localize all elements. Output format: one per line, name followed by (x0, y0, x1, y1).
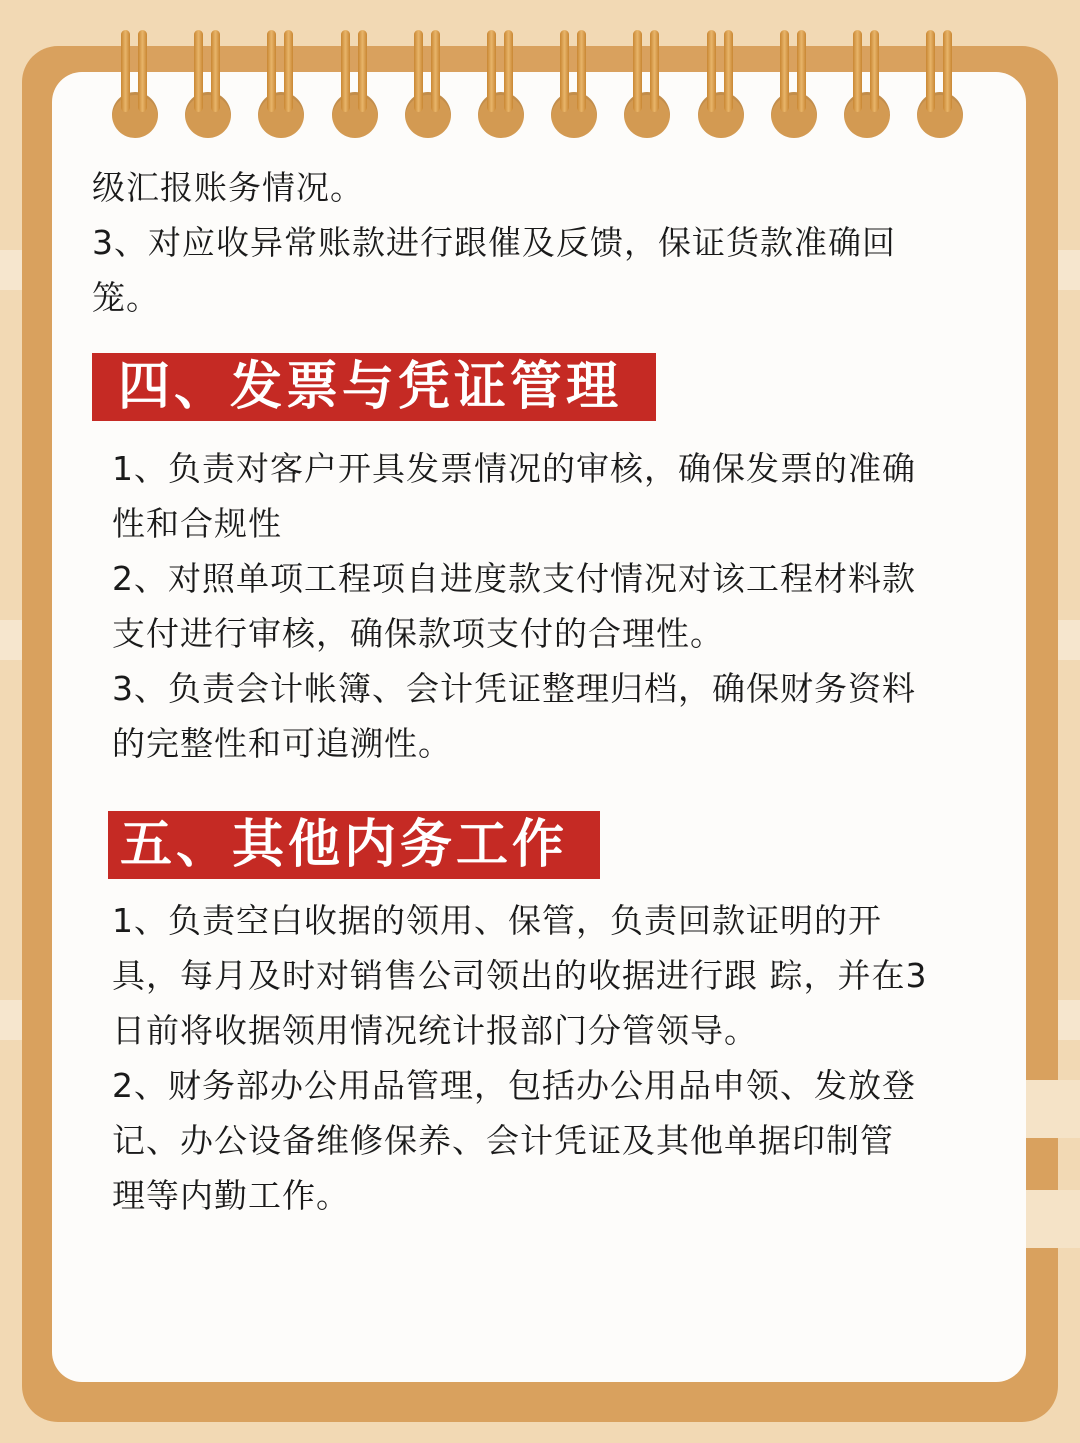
binding-wire (487, 30, 496, 112)
text-line: 3、负责会计帐簿、会计凭证整理归档，确保财务资料 (112, 669, 916, 708)
binding-wire (194, 30, 203, 112)
binding-ring (551, 30, 597, 140)
binding-hole (258, 92, 304, 138)
binding-hole (112, 92, 158, 138)
binding-hole (405, 92, 451, 138)
text-line: 3、对应收异常账款进行跟催及反馈，保证货款准确回 (92, 223, 896, 262)
binding-ring (624, 30, 670, 140)
text-line: 1、负责对客户开具发票情况的审核，确保发票的准确 (112, 449, 916, 488)
binding-wire (724, 30, 733, 112)
binding-hole (917, 92, 963, 138)
page-tab (1024, 1080, 1080, 1138)
section-invoice (92, 353, 1012, 771)
text-line: 的完整性和可追溯性。 (112, 724, 452, 763)
binding-ring (405, 30, 451, 140)
text-line: 2、对照单项工程项自进度款支付情况对该工程材料款 (112, 559, 916, 598)
binding-wire (780, 30, 789, 112)
binding-wire (633, 30, 642, 112)
binding-ring (185, 30, 231, 140)
binding-wire (284, 30, 293, 112)
text-line: 级汇报账务情况。 (92, 168, 364, 207)
binding-wire (504, 30, 513, 112)
page-tab (1024, 1190, 1080, 1248)
section-body (108, 893, 1012, 1223)
binding-ring (332, 30, 378, 140)
text-line: 理等内勤工作。 (112, 1176, 350, 1215)
text-line: 日前将收据领用情况统计报部门分管领导。 (112, 1011, 758, 1050)
section-other (92, 811, 1012, 1223)
binding-wire (121, 30, 130, 112)
binding-ring (917, 30, 963, 140)
section-title: 五、其他内务工作 (108, 811, 600, 879)
intro-text (92, 160, 1012, 325)
binding-ring (112, 30, 158, 140)
binding-wire (853, 30, 862, 112)
binding-wire (577, 30, 586, 112)
binding-ring (844, 30, 890, 140)
binding-ring (771, 30, 817, 140)
text-line: 2、财务部办公用品管理，包括办公用品申领、发放登 (112, 1066, 916, 1105)
text-line: 性和合规性 (112, 504, 282, 543)
binding-hole (698, 92, 744, 138)
binding-wire (358, 30, 367, 112)
binding-hole (771, 92, 817, 138)
text-line: 1、负责空白收据的领用、保管，负责回款证明的开 (112, 901, 882, 940)
binding-wire (341, 30, 350, 112)
section-title: 四、发票与凭证管理 (92, 353, 656, 421)
binding-ring (698, 30, 744, 140)
binding-hole (185, 92, 231, 138)
binding-wire (870, 30, 879, 112)
text-line: 具，每月及时对销售公司领出的收据进行跟 踪，并在3 (112, 956, 928, 995)
binding-wire (138, 30, 147, 112)
text-line: 笼。 (92, 278, 160, 317)
binding-wire (267, 30, 276, 112)
binding-hole (551, 92, 597, 138)
binding-ring (478, 30, 524, 140)
binding-wire (560, 30, 569, 112)
note-content (92, 160, 1012, 1223)
text-line: 记、办公设备维修保养、会计凭证及其他单据印制管 (112, 1121, 894, 1160)
binding-wire (926, 30, 935, 112)
binding-wire (431, 30, 440, 112)
binding-hole (332, 92, 378, 138)
text-line: 支付进行审核，确保款项支付的合理性。 (112, 614, 724, 653)
binding-wire (650, 30, 659, 112)
binding-wire (414, 30, 423, 112)
binding-hole (478, 92, 524, 138)
binding-ring (258, 30, 304, 140)
binding-hole (624, 92, 670, 138)
binding-wire (943, 30, 952, 112)
binding-wire (797, 30, 806, 112)
section-body (92, 441, 1012, 771)
binding-wire (211, 30, 220, 112)
binding-hole (844, 92, 890, 138)
binding-wire (707, 30, 716, 112)
